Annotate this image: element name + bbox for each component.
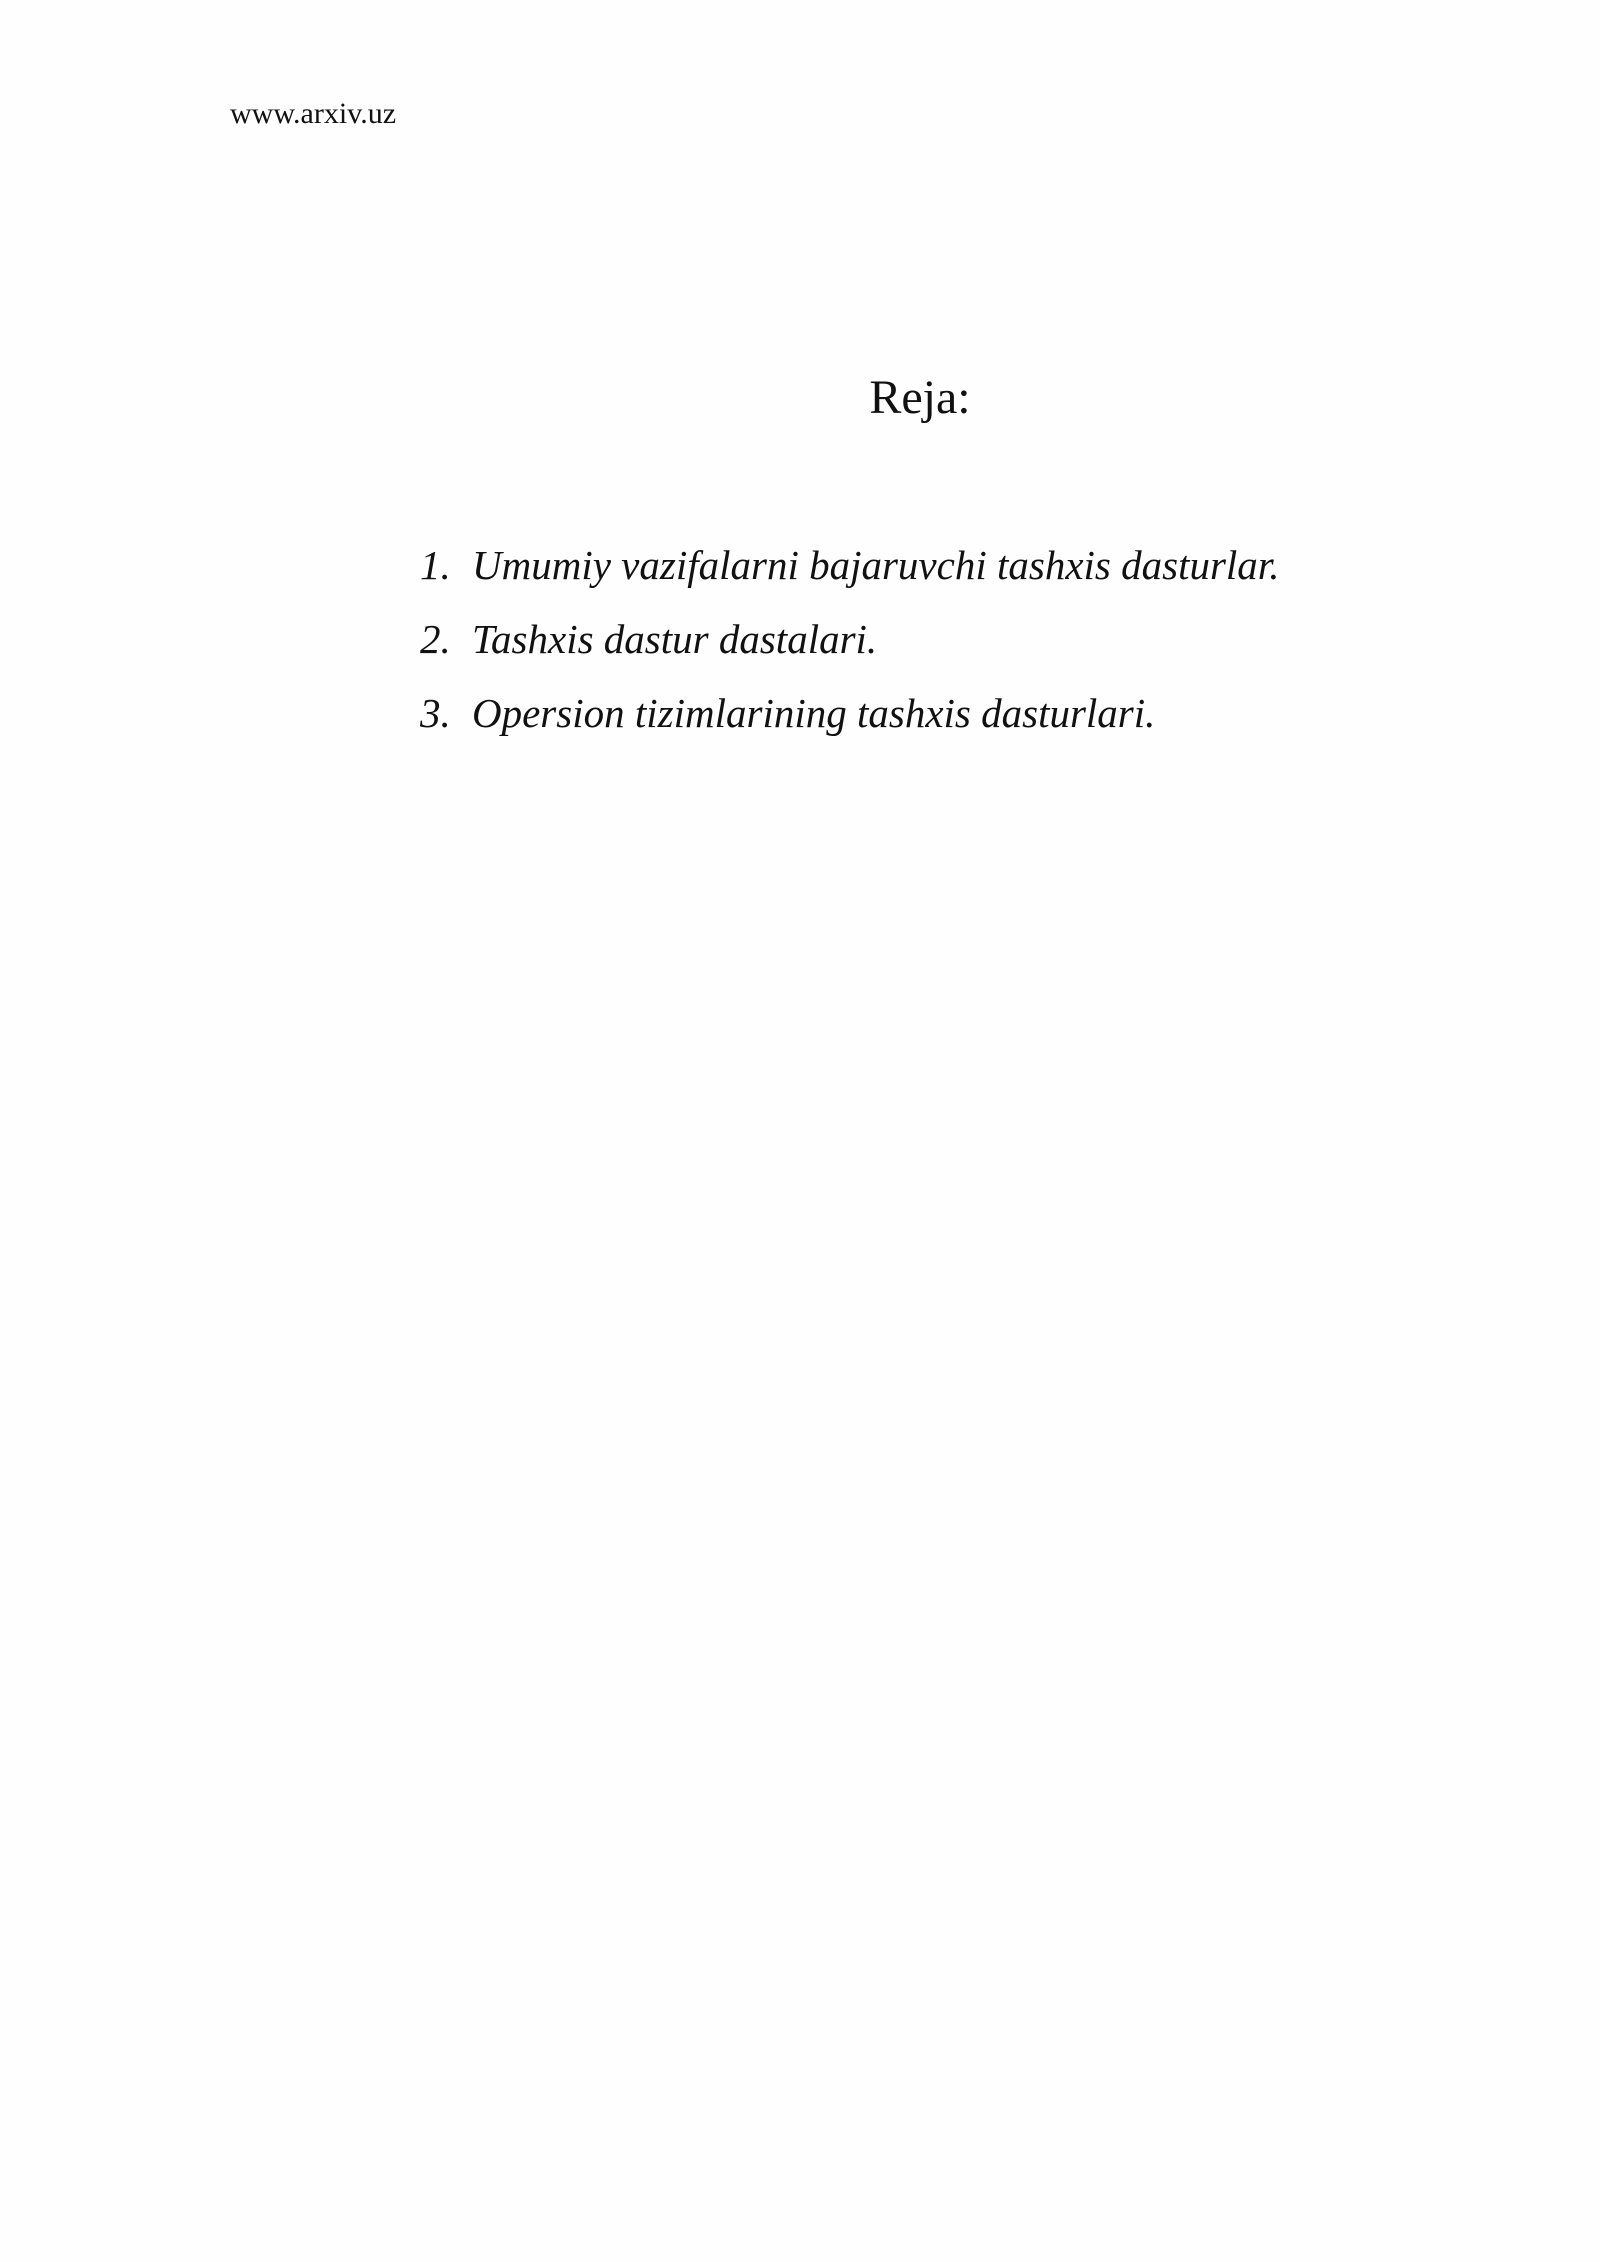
site-url-header: www.arxiv.uz <box>230 97 397 130</box>
list-item <box>420 688 1279 762</box>
list-item-number: 2. <box>420 616 451 662</box>
list-item-text: Umumiy vazifalarni bajaruvchi tashxis dasturlar. <box>472 542 1280 588</box>
list-item-text: Opersion tizimlarining tashxis dasturlari. <box>472 690 1156 736</box>
plan-title: Reja: <box>869 371 971 424</box>
list-item <box>420 614 1279 688</box>
list-item-text: Tashxis dastur dastalari. <box>472 616 878 662</box>
list-item-number: 1. <box>420 542 451 588</box>
list-item-number: 3. <box>420 690 451 736</box>
plan-list <box>420 540 1279 762</box>
list-item <box>420 540 1279 614</box>
